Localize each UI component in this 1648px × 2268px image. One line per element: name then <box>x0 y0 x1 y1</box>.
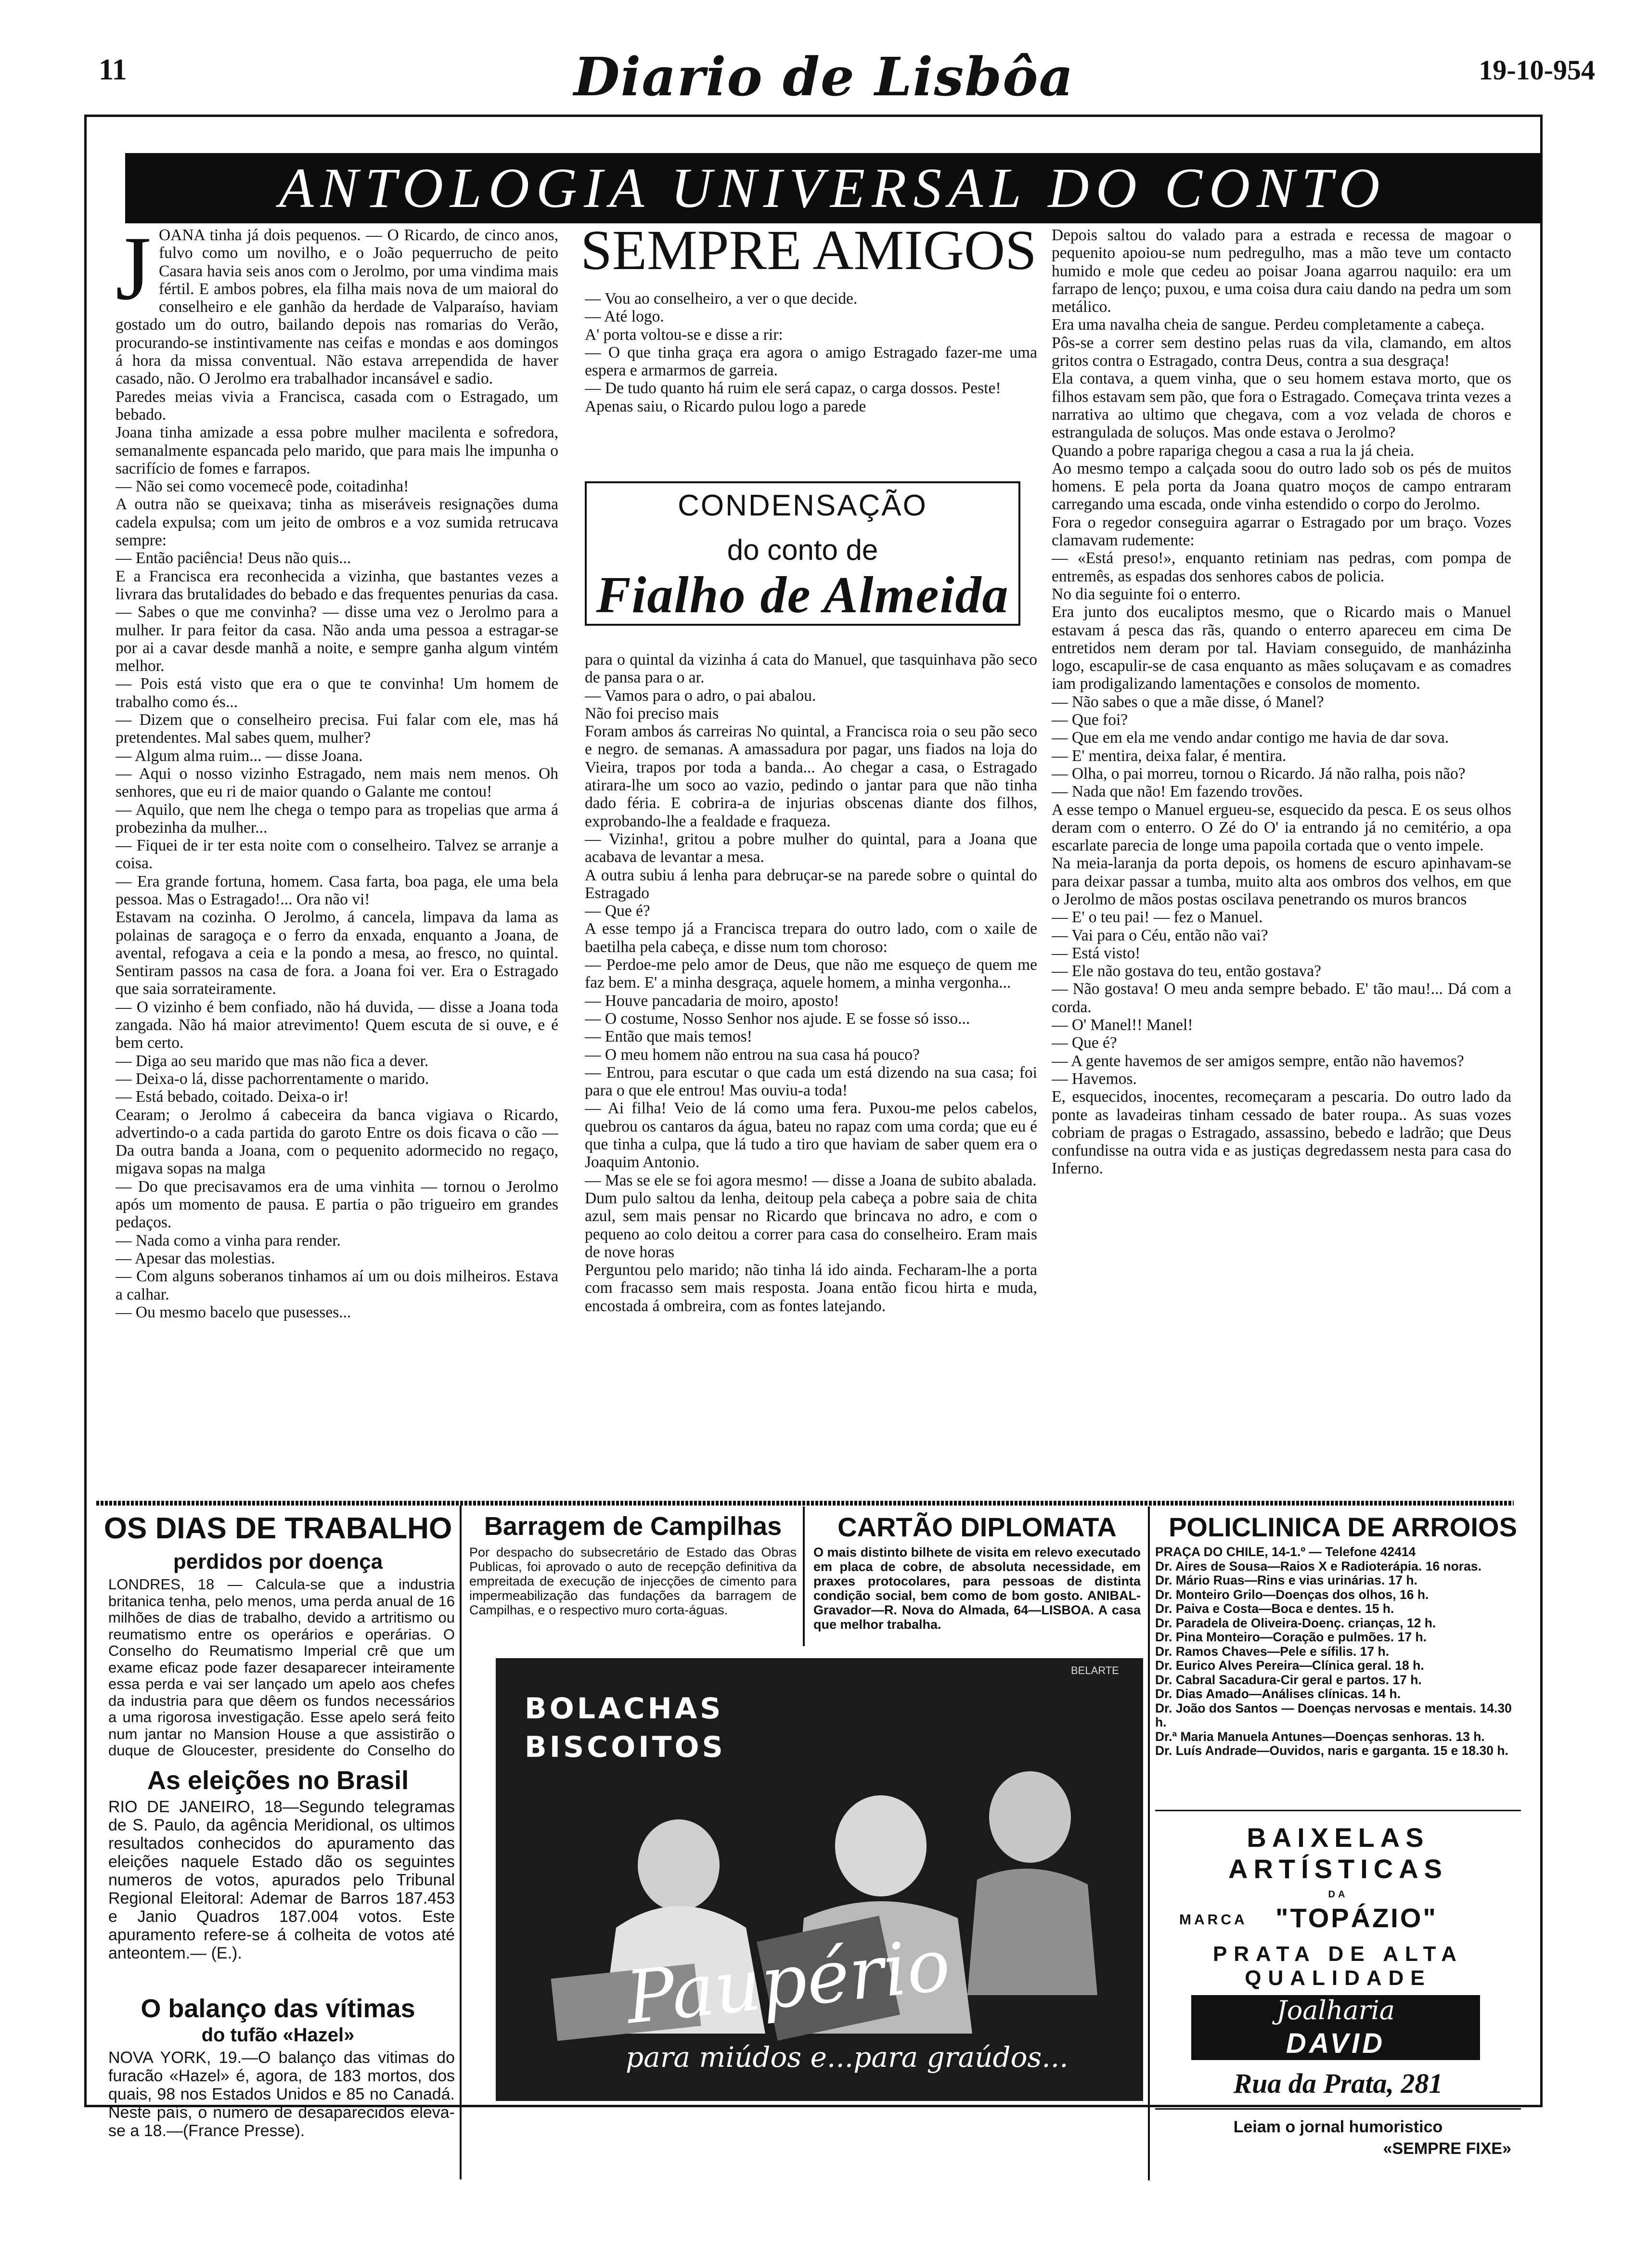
dias-text: LONDRES, 18 — Calcula-se que a industria britanica tenha, pelo menos, uma perda anual de 16 milhões de dias de trabalho, devido a artritismo ou reumatismo entre os operários e operárias. O Conselho do Reumatismo Imperial crê que um exame eficaz pode fazer desaparecer inteiramente essa perda e vai ser lançado um apelo aos chefes da industria para que dêem os fundos necessários a uma rigorosa investigação. Esse apelo será feito num jantar no Mansion House a que assistirão o duque de Gloucester, presidente do Conselho do <box>108 1576 455 1759</box>
column-rule <box>1148 1507 1150 2180</box>
baixelas-line1: BAIXELAS <box>1247 1822 1429 1853</box>
story-column-2: para o quintal da vizinha á cata do Manuel, que tasquinhava pão seco de pansa para o ar. — Vamos para o adro, o pai abalou. Não foi preciso mais Foram ambos ás carreiras No quintal, a Francisca roia o seu pão seco e negro. de semanas. A amassadura por pagar, uns fiados na loja do Vieira, trapos por toda a banda... Ao chegar a casa, o Estragado atirara-lhe um soco ao vazio, pedindo o jantar para que não tinha dado féria. E cobrira-a de injurias obscenas diante dos filhos, exprobando-lhe a fealdade e fraqueza. — Vizinha!, gritou a pobre mulher do quintal, para a Joana que acabava de levantar a mesa. A outra subiu á lenha para debruçar-se na parede sobre o quintal do Estragado — Que é? A esse tempo já a Francisca trepara do outro lado, com o xaile de baetilha pela cabeça, e disse num tom choroso: — Perdoe-me pelo amor de Deus, que não me esqueço de quem me faz bem. E' a minha desgraça, aquele homem, a minha vergonha... — Houve pancadaria de moiro, aposto! — O costume, Nosso Senhor nos ajude. E se fosse só isso... — Então que mais temos! — O meu homem não entrou na sua casa há pouco? — Entrou, para escutar o que cada um está dizendo na sua casa; foi para o que ele entrou! Mas ouviu-a toda! — Ai filha! Veio de lá como uma fera. Puxou-me pelos cabelos, quebrou os cantaros da água, bateu no rapaz com uma corda; que eu é que tinha a culpa, que lá tudo a tiro que haviam de saber quem era o Joaquim Antonio. — Mas se ele se foi agora mesmo! — disse a Joana de subito abalada. Dum pulo saltou da lenha, deitoup pela cabeça a pobre saia de chita azul, sem mais pensar no Ricardo que brincava no adro, e com o pequeno ao colo deitou a correr para casa do conselheiro. Eram mais de nove horas Perguntou pelo marido; não tinha lá ido ainda. Fecharam-lhe a porta com fracasso sem mais resposta. Joana então ficou hirta e muda, encostada á ombreira, com as fontes latejando. <box>585 651 1037 1315</box>
prata-line: PRATA DE ALTA <box>1212 1942 1464 1966</box>
condensation-label: CONDENSAÇÃO <box>678 489 927 522</box>
ad-signature: BELARTE <box>1071 1664 1119 1676</box>
story-column-3: Depois saltou do valado para a estrada e recessa de magoar o pequenito apoiou-se num pedregulho, mas a mão teve um contacto humido e mole que cedeu ao poisar Joana agarrou naquilo: era um farrapo de lenço; puxou, e uma coisa dura caiu dando na pedra um som metálico. Era uma navalha cheia de sangue. Perdeu completamente a cabeça. Pôs-se a correr sem destino pelas ruas da vila, clamando, em altos gritos contra o Estragado, contra Deus, contra a sua desgraça! Ela contava, a quem vinha, que o seu homem estava morto, que os filhos estavam sem pão, que fora o Estragado. Começava trinta vezes a narrativa ao ultimo que chegava, com a voz velada de choros e estrangulada de soluços. Mas onde estava o Jerolmo? Quando a pobre rapariga chegou a casa a rua la já cheia. Ao mesmo tempo a calçada soou do outro lado sob os pés de muitos homens. E pela porta da Joana quatro moços de campo entraram carregando uma escada, onde vinha estendido o corpo do Jerolmo. Fora o regedor conseguira agarrar o Estragado por um braço. Vozes clamavam rudemente: — «Está preso!», enquanto retiniam nas pedras, com pompa de entremês, as espadas dos senhores cabos de policia. No dia seguinte foi o enterro. Era junto dos eucaliptos mesmo, que o Ricardo mais o Manuel estavam á pesca das rãs, quando o enterro apareceu em cima De entretidos nem deram por tal. Haviam conseguido, de manházinha logo, escapulir-se de casa enquanto as mães soluçavam e as comadres iam prodigalizando lamentações e consolos de momento. — Não sabes o que a mãe disse, ó Manel? — Que foi? — Que em ela me vendo andar contigo me havia de dar sova. — E' mentira, deixa falar, é mentira. — Olha, o pai morreu, tornou o Ricardo. Já não ralha, pois não? — Nada que não! Em fazendo trovões. A esse tempo o Manuel ergueu-se, esquecido da pesca. E os seus olhos deram com o enterro. O Zé do O' ia entrando já no cemitério, a opa escarlate parecia de longe uma papoila cortada que o vento impele. Na meia-laranja da porta depois, os homens de escuro apinhavam-se para deixar passar a tumba, muito alta aos ombros dos velhos, em que o Jerolmo de mãos postas oscilava penetrando os muros brancos — E' o teu pai! — fez o Manuel. — Vai para o Céu, então não vai? — Está visto! — Ele não gostava do teu, então gostava? — Não gostava! O meu anda sempre bebado. E' tão mau!... Dá com a corda. — O' Manel!! Manel! — Que é? — A gente havemos de ser amigos sempre, então não havemos? — Havemos. E, esquecidos, inocentes, recomeçaram a pescaria. Do outro lado da ponte as lavadeiras tinham cessado de bater roupa.. As suas vozes cobriam de pragas o Estragado, assassino, bebedo e ladrão; que Deus confundisse na outra vida e as justiças degredassem nesta para casa do Inferno. <box>1052 226 1511 1178</box>
column-rule <box>803 1507 805 1646</box>
baixelas-da: DA <box>1328 1889 1348 1900</box>
story-title: SEMPRE AMIGOS <box>580 219 1037 282</box>
condensation-subtitle: do conto de <box>727 534 878 566</box>
joalharia-address: Rua da Prata, 281 <box>1233 2068 1443 2099</box>
ad-biscoitos: BISCOITOS <box>525 1730 726 1764</box>
ad-slogan: para miúdos e...para graúdos... <box>626 2041 1069 2074</box>
drop-cap: J <box>116 226 151 319</box>
joalharia-david: DAVID <box>1286 2028 1386 2059</box>
policlinica-headline: POLICLINICA DE ARROIOS <box>1169 1512 1517 1542</box>
barragem-headline: Barragem de Campilhas <box>484 1512 782 1541</box>
newspaper-title: Diario de Lisbôa <box>574 46 1074 108</box>
story-column-2-top: — Vou ao conselheiro, a ver o que decide. — Até logo. A' porta voltou-se e disse a rir: — O que tinha graça era agora o amigo Estragado fazer-me uma espera e armarmos de garreia. — De tudo quanto há ruim ele será capaz, o carga dossos. Peste! Apenas saiu, o Ricardo pulou logo a parede <box>585 290 1037 415</box>
story-author: Fialho de Almeida <box>596 567 1009 624</box>
section-divider <box>96 1501 1514 1506</box>
baixelas-marca: MARCA <box>1179 1912 1248 1928</box>
dias-headline: OS DIAS DE TRABALHO <box>103 1512 452 1545</box>
ad-brand-name: Paupério <box>622 1923 954 2040</box>
dias-subheadline: perdidos por doença <box>173 1550 383 1573</box>
column-rule <box>460 1506 462 2179</box>
policlinica-text: PRAÇA DO CHILE, 14-1.º — Telefone 42414 Dr. Aires de Sousa—Raios X e Radioterápia. 16 noras. Dr. Mário Ruas—Rins e vias urinárias. 17 h. Dr. Monteiro Grilo—Doenças dos olhos, 16 h. Dr. Paiva e Costa—Boca e dentes. 15 h. Dr. Paradela de Oliveira-Doenç. crianças, 12 h. Dr. Pina Monteiro—Coração e pulmões. 17 h. Dr. Ramos Chaves—Pele e sífilis. 17 h. Dr. Eurico Alves Pereira—Clínica geral. 18 h. Dr. Cabral Sacadura-Cir geral e partos. 17 h. Dr. Dias Amado—Análises clínicas. 14 h. Dr. João dos Santos — Doenças nervosas e mentais. 14.30 h. Dr.ª Maria Manuela Antunes—Doenças senhoras. 13 h. Dr. Luís Andrade—Ouvidos, naris e garganta. 15 e 18.30 h. <box>1155 1545 1512 1758</box>
divider <box>1155 2108 1521 2110</box>
joalharia-word: Joalharia <box>1276 1995 1395 2025</box>
issue-date: 19-10-954 <box>1479 54 1595 86</box>
balanco-headline: O balanço das vítimas <box>141 1994 415 2023</box>
cartao-headline: CARTÃO DIPLOMATA <box>837 1512 1117 1542</box>
eleicoes-text: RIO DE JANEIRO, 18—Segundo telegramas de S. Paulo, da agência Meridional, os ultimos resultados conhecidos do apuramento das eleições naquele Estado dão os seguintes numeros de votos, apurados pelo Tribunal Regional Eleitoral: Ademar de Barros 187.453 e Janio Quadros 187.004 votos. Este apuramento refere-se á colheita de votos até anteontem.— (E.). <box>108 1798 455 1962</box>
section-banner: ANTOLOGIA UNIVERSAL DO CONTO <box>125 153 1540 223</box>
eleicoes-headline: As eleições no Brasil <box>147 1766 409 1795</box>
story-column-1 <box>116 226 558 1497</box>
balanco-subheadline: do tufão «Hazel» <box>201 2024 355 2046</box>
sempre-fixe-line1: Leiam o jornal humoristico <box>1233 2118 1443 2136</box>
sempre-fixe-line2: «SEMPRE FIXE» <box>1383 2139 1511 2158</box>
barragem-text: Por despacho do subsecretário de Estado das Obras Publicas, foi aprovado o auto de recepção definitiva da empreitada de execução de injecções de cimento para impermeabilização das fundações da barragem de Campilhas, e o respectivo muro corta-águas. <box>469 1545 797 1617</box>
page-number: 11 <box>99 53 127 86</box>
baixelas-line2: ARTÍSTICAS <box>1228 1854 1448 1884</box>
divider <box>1155 1810 1521 1811</box>
qualidade-line: QUALIDADE <box>1245 1966 1431 1990</box>
story-col1-text: OANA tinha já dois pequenos. — O Ricardo, de cinco anos, fulvo como um novilho, e o João pequerrucho de peito Casara havia seis anos com o Jerolmo, por uma vindima mais fértil. E ambos pobres, ela filha mais nova de um maioral do conselheiro e ele ganhão da herdade de Valparaíso, haviam gostado um do outro, bailando depois nas romarias do Verão, procurando-se instintivamente nas ceifas e mondas e aos domingos á hora da missa conventual. Não estava arrependida de haver casado, não. O Jerolmo era trabalhador incansável e sadio. Paredes meias vivia a Francisca, casada com o Estragado, um bebado. Joana tinha amizade a essa pobre mulher macilenta e sofredora, semanalmente espancada pelo marido, que para mais lhe impunha o sacrifício de fomes e farrapos. — Não sei como vocemecê pode, coitadinha! A outra não se queixava; tinha as miseráveis resignações duma cadela expulsa; com um jeito de ombros e a voz sumida retrucava sempre: — Então paciência! Deus não quis... E a Francisca era reconhecida a vizinha, que bastantes vezes a livrara das brutalidades do bebado e das frequentes penurias da casa. — Sabes o que me convinha? — disse uma vez o Jerolmo para a mulher. Ir para feitor da casa. Não anda uma pessoa a estragar-se por ai a cavar desde manhã a noite, e sempre ganha algum vintém melhor. — Pois está visto que era o que te convinha! Um homem de trabalho como és... — Dizem que o conselheiro precisa. Fui falar com ele, mas há pretendentes. Mal sabes quem, mulher? — Algum alma ruim... — disse Joana. — Aqui o nosso vizinho Estragado, nem mais nem menos. Oh senhores, que eu ri de maior quando o Galante me contou! — Aquilo, que nem lhe chega o tempo para as tropelias que arma á probezinha da mulher... — Fiquei de ir ter esta noite com o conselheiro. Talvez se arranje a coisa. — Era grande fortuna, homem. Casa farta, boa paga, ele uma bela pessoa. Mas o Estragado!... Ora não vi! Estavam na cozinha. O Jerolmo, á cancela, limpava da lama as polainas de saragoça e o ferro da enxada, enquanto a Joana, de avental, refogava a ceia e la pondo a mesa, ao fresco, no quintal. Sentiram passos na casa de fora. a Joana foi ver. Era o Estragado que saia sorrateiramente. — O vizinho é bem confiado, não há duvida, — disse a Joana toda zangada. Não há maior atrevimento! Quem escuta de si ouve, e é bem certo. — Diga ao seu marido que mas não fica a dever. — Deixa-o lá, disse pachorrentamente o marido. — Está bebado, coitado. Deixa-o ir! Cearam; o Jerolmo á cabeceira da banca vigiava o Ricardo, advertindo-o a cada partida do garoto Entre os dois ficava o cão — Da outra banda a Joana, com o pequenito adormecido no regaço, migava sopas na malga — Do que precisavamos era de uma vinhita — tornou o Jerolmo após um momento de pausa. E partia o pão trigueiro em grandes pedaços. — Nada como a vinha para render. — Apesar das molestias. — Com alguns soberanos tinhamos aí um ou dois milheiros. Estava a calhar. — Ou mesmo bacelo que pusesses... <box>116 226 558 1321</box>
brand-topazio: "TOPÁZIO" <box>1275 1903 1438 1933</box>
cartao-text: O mais distinto bilhete de visita em relevo executado em placa de cobre, de absoluta necessidade, em praxes protocolares, para pessoas de distinta condição social, bem como de bom gosto. ANIBAL-Gravador—R. Nova do Almada, 64—LISBOA. A casa que melhor trabalha. <box>813 1545 1141 1632</box>
ad-bolachas: BOLACHAS <box>525 1692 724 1726</box>
balanco-text: NOVA YORK, 19.—O balanço das vitimas do furacão «Hazel» é, agora, de 183 mortos, dos quais, 98 nos Estados Unidos e 85 no Canadá. Neste país, o numero de desaparecidos eleva-se a 18.—(France Presse). <box>108 2049 455 2140</box>
